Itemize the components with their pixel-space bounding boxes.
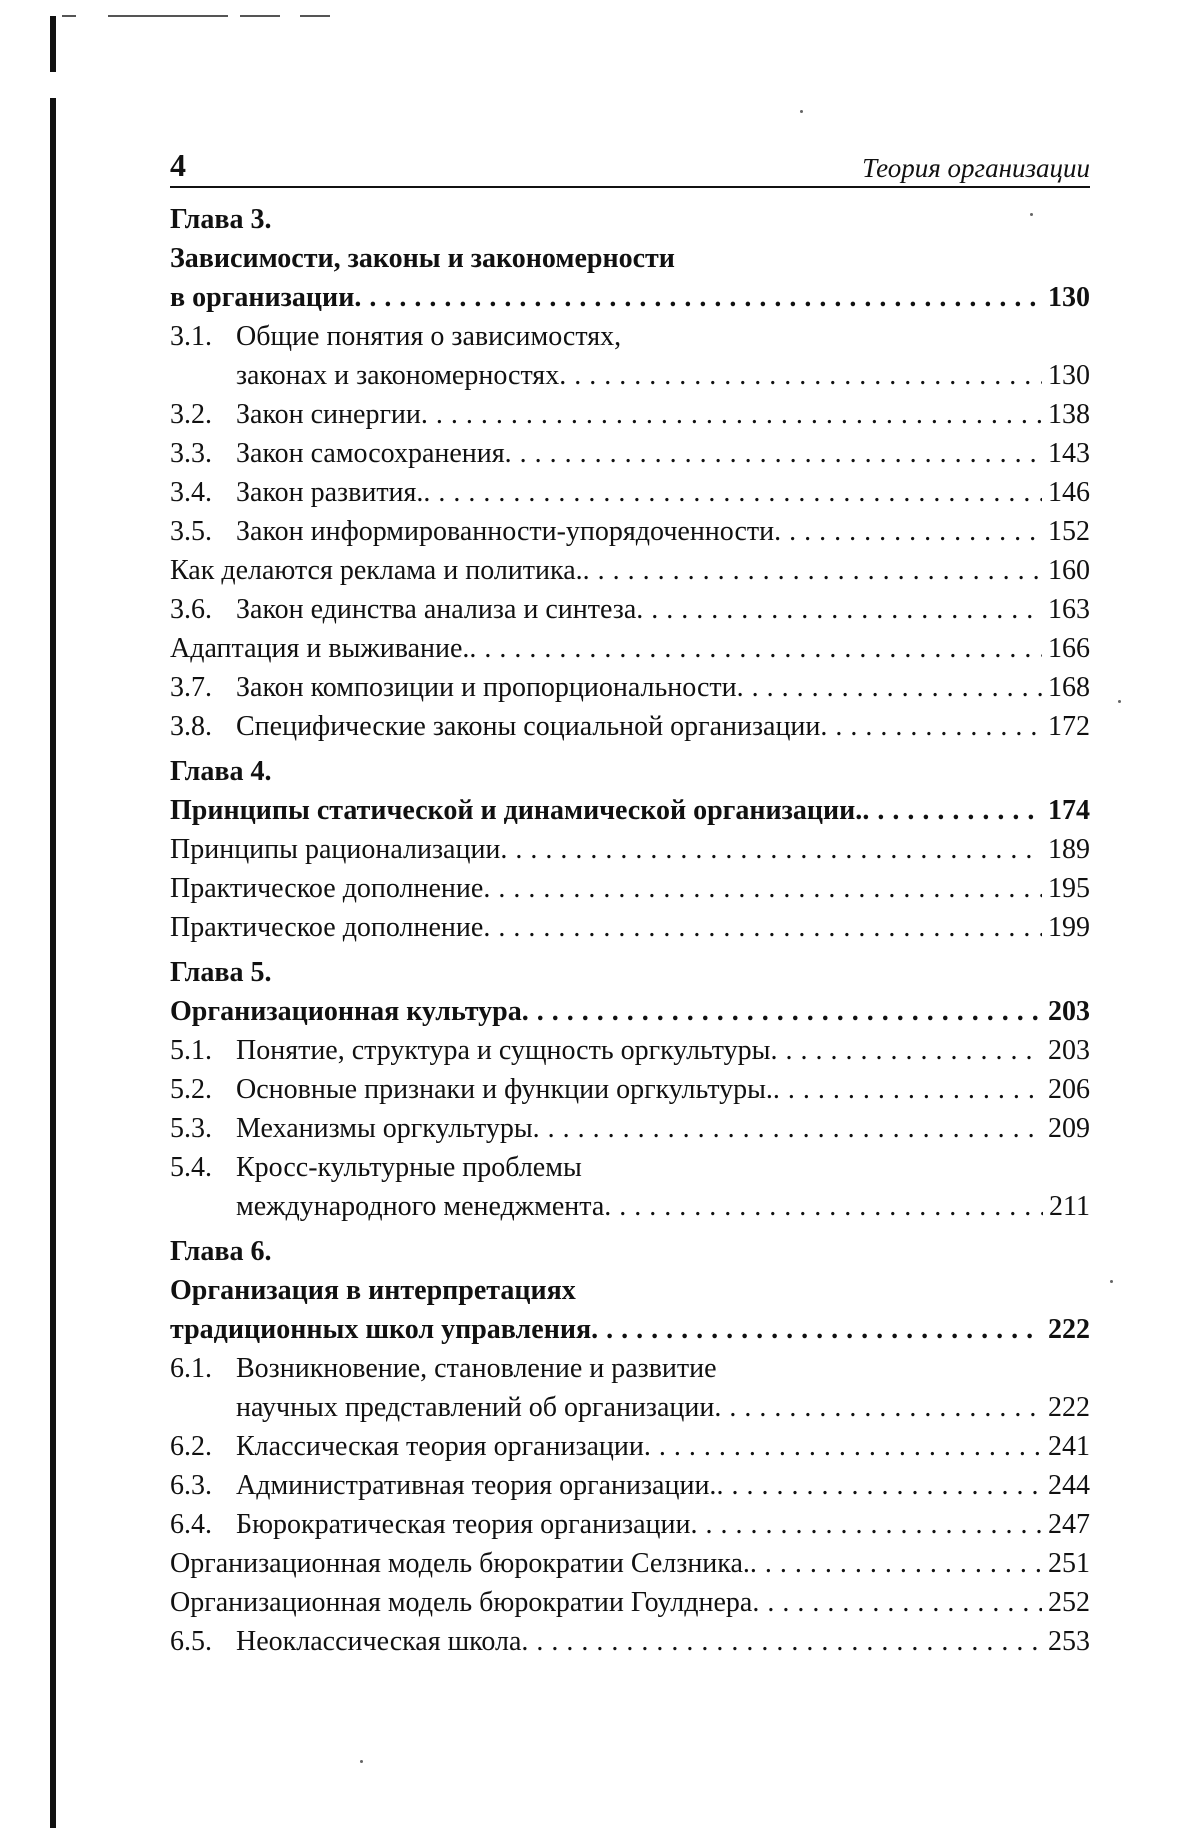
scan-noise [1110, 1280, 1113, 1283]
entry-page-number: 251 [1048, 1548, 1090, 1579]
entry-title: Механизмы оргкультуры [236, 1113, 533, 1144]
chapter-block [170, 1232, 1090, 1661]
entry-page-number: 130 [1048, 360, 1090, 391]
entry-title-part: Общие понятия о зависимостях, [236, 321, 622, 352]
dot-leader [737, 668, 1042, 707]
entry-title-part: Возникновение, становление и развитие [236, 1353, 717, 1384]
section-number: 3.8. [170, 711, 212, 742]
section-number: 5.1. [170, 1035, 212, 1066]
chapter-label: Глава 6. [170, 1236, 272, 1267]
dot-leader [354, 278, 1042, 317]
section-number: 6.1. [170, 1353, 212, 1384]
entry-title: международного менеджмента [236, 1191, 605, 1222]
section-number: 3.7. [170, 672, 212, 703]
chapter-title: традиционных школ управления [170, 1314, 592, 1345]
chapter-label: Глава 5. [170, 957, 272, 988]
scan-noise [360, 1760, 363, 1763]
toc-entry[interactable] [170, 908, 1090, 947]
entry-title: Закон самосохранения [236, 438, 505, 469]
entry-title: Адаптация и выживание. [170, 633, 470, 664]
entry-title: Как делаются реклама и политика. [170, 555, 583, 586]
toc-entry[interactable] [170, 869, 1090, 908]
section-number: 3.1. [170, 321, 212, 352]
chapter-title-entry[interactable] [170, 992, 1090, 1031]
table-of-contents [170, 200, 1090, 1661]
entry-title: Организационная модель бюрократии Селзника. [170, 1548, 750, 1579]
section-number: 3.6. [170, 594, 212, 625]
dot-leader [714, 1388, 1042, 1427]
entry-page-number: 195 [1048, 873, 1090, 904]
chapter-title-line: Организация в интерпретациях [170, 1275, 576, 1306]
entry-page-number: 206 [1048, 1074, 1090, 1105]
page-number: 4 [170, 147, 186, 183]
toc-entry-first-line [170, 317, 1090, 356]
entry-title: законах и закономерностях [236, 360, 560, 391]
dot-leader [500, 830, 1042, 869]
chapter-page-number: 174 [1048, 795, 1090, 826]
toc-entry[interactable] [170, 1388, 1090, 1427]
chapter-label: Глава 4. [170, 756, 272, 787]
dot-leader [636, 590, 1042, 629]
toc-entry[interactable] [170, 1109, 1090, 1148]
entry-page-number: 203 [1048, 1035, 1090, 1066]
chapter-title: в организации [170, 282, 355, 313]
section-number: 3.4. [170, 477, 212, 508]
toc-entry-first-line [170, 1349, 1090, 1388]
scan-edge-left [50, 98, 56, 1828]
dot-leader [752, 1583, 1042, 1622]
book-title: Теория организации [862, 153, 1090, 183]
entry-title: научных представлений об организации [236, 1392, 715, 1423]
dot-leader [591, 1310, 1042, 1349]
toc-entry[interactable] [170, 551, 1090, 590]
entry-title: Специфические законы социальной организации [236, 711, 821, 742]
chapter-block [170, 200, 1090, 746]
toc-entry[interactable] [170, 1505, 1090, 1544]
toc-entry[interactable] [170, 707, 1090, 746]
scan-noise [300, 15, 330, 17]
section-number: 3.2. [170, 399, 212, 430]
toc-entry[interactable] [170, 1583, 1090, 1622]
entry-page-number: 146 [1048, 477, 1090, 508]
entry-page-number: 168 [1048, 672, 1090, 703]
section-number: 5.4. [170, 1152, 212, 1183]
dot-leader [750, 1544, 1042, 1583]
toc-entry[interactable] [170, 1187, 1090, 1226]
chapter-label: Глава 3. [170, 204, 272, 235]
chapter-page-number: 203 [1048, 996, 1090, 1027]
dot-leader [522, 992, 1042, 1031]
dot-leader [716, 1466, 1042, 1505]
entry-title: Закон синергии [236, 399, 421, 430]
chapter-title-entry[interactable] [170, 791, 1090, 830]
entry-title: Практическое дополнение [170, 873, 484, 904]
toc-entry[interactable] [170, 512, 1090, 551]
entry-title: Закон композиции и пропорциональности [236, 672, 737, 703]
scan-noise [108, 15, 228, 17]
toc-entry[interactable] [170, 395, 1090, 434]
dot-leader [583, 551, 1042, 590]
toc-entry[interactable] [170, 1622, 1090, 1661]
chapter-title-entry[interactable] [170, 278, 1090, 317]
entry-title: Закон информированности-упорядоченности [236, 516, 775, 547]
entry-title: Организационная модель бюрократии Гоулднера [170, 1587, 753, 1618]
section-number: 6.2. [170, 1431, 212, 1462]
entry-page-number: 189 [1048, 834, 1090, 865]
chapter-title-line: Зависимости, законы и закономерности [170, 243, 675, 274]
entry-page-number: 252 [1048, 1587, 1090, 1618]
toc-entry[interactable] [170, 668, 1090, 707]
scan-edge-top [50, 16, 56, 72]
entry-page-number: 241 [1048, 1431, 1090, 1462]
entry-page-number: 138 [1048, 399, 1090, 430]
entry-title: Классическая теория организации [236, 1431, 644, 1462]
section-number: 5.3. [170, 1113, 212, 1144]
section-number: 3.3. [170, 438, 212, 469]
dot-leader [644, 1427, 1042, 1466]
chapter-block [170, 752, 1090, 947]
running-header [170, 147, 1090, 188]
chapter-title: Принципы статической и динамической организации. [170, 795, 863, 826]
entry-title-part: Кросс-культурные проблемы [236, 1152, 582, 1183]
entry-page-number: 222 [1048, 1392, 1090, 1423]
scan-noise [800, 110, 803, 113]
entry-page-number: 199 [1048, 912, 1090, 943]
section-number: 5.2. [170, 1074, 212, 1105]
toc-entry[interactable] [170, 1544, 1090, 1583]
entry-page-number: 253 [1048, 1626, 1090, 1657]
entry-title: Закон единства анализа и синтеза [236, 594, 637, 625]
toc-entry[interactable] [170, 1070, 1090, 1109]
chapter-title-entry[interactable] [170, 1310, 1090, 1349]
dot-leader [820, 707, 1042, 746]
section-number: 6.5. [170, 1626, 212, 1657]
entry-page-number: 163 [1048, 594, 1090, 625]
toc-entry[interactable] [170, 356, 1090, 395]
dot-leader [691, 1505, 1043, 1544]
chapter-page-number: 222 [1048, 1314, 1090, 1345]
toc-entry[interactable] [170, 590, 1090, 629]
dot-leader [862, 791, 1042, 830]
dot-leader [521, 1622, 1042, 1661]
entry-title: Бюрократическая теория организации [236, 1509, 691, 1540]
toc-entry[interactable] [170, 473, 1090, 512]
toc-entry[interactable] [170, 1031, 1090, 1070]
chapter-title: Организационная культура [170, 996, 522, 1027]
toc-entry[interactable] [170, 434, 1090, 473]
entry-page-number: 143 [1048, 438, 1090, 469]
dot-leader [773, 1070, 1042, 1109]
chapter-block [170, 953, 1090, 1226]
entry-title: Принципы рационализации [170, 834, 501, 865]
section-number: 3.5. [170, 516, 212, 547]
entry-page-number: 152 [1048, 516, 1090, 547]
entry-title: Неоклассическая школа [236, 1626, 522, 1657]
entry-title: Практическое дополнение [170, 912, 484, 943]
dot-leader [483, 908, 1042, 947]
entry-title: Закон развития. [236, 477, 424, 508]
toc-entry[interactable] [170, 1427, 1090, 1466]
dot-leader [770, 1031, 1042, 1070]
chapter-page-number: 130 [1048, 282, 1090, 313]
entry-page-number: 211 [1049, 1191, 1090, 1222]
dot-leader [604, 1187, 1043, 1226]
scan-noise [240, 15, 280, 17]
entry-title: Административная теория организации. [236, 1470, 717, 1501]
dot-leader [469, 629, 1042, 668]
dot-leader [559, 356, 1042, 395]
toc-entry[interactable] [170, 830, 1090, 869]
toc-page [170, 147, 1090, 1667]
entry-title: Понятие, структура и сущность оргкультуры [236, 1035, 771, 1066]
dot-leader [483, 869, 1042, 908]
scan-noise [62, 15, 76, 17]
dot-leader [505, 434, 1042, 473]
entry-page-number: 172 [1048, 711, 1090, 742]
entry-page-number: 244 [1048, 1470, 1090, 1501]
entry-page-number: 247 [1048, 1509, 1090, 1540]
scan-noise [1118, 700, 1121, 703]
toc-entry[interactable] [170, 629, 1090, 668]
section-number: 6.3. [170, 1470, 212, 1501]
entry-title: Основные признаки и функции оргкультуры. [236, 1074, 773, 1105]
entry-page-number: 209 [1048, 1113, 1090, 1144]
toc-entry[interactable] [170, 1466, 1090, 1505]
section-number: 6.4. [170, 1509, 212, 1540]
dot-leader [533, 1109, 1042, 1148]
dot-leader [423, 473, 1042, 512]
entry-page-number: 166 [1048, 633, 1090, 664]
dot-leader [774, 512, 1042, 551]
toc-entry-first-line [170, 1148, 1090, 1187]
dot-leader [421, 395, 1042, 434]
entry-page-number: 160 [1048, 555, 1090, 586]
